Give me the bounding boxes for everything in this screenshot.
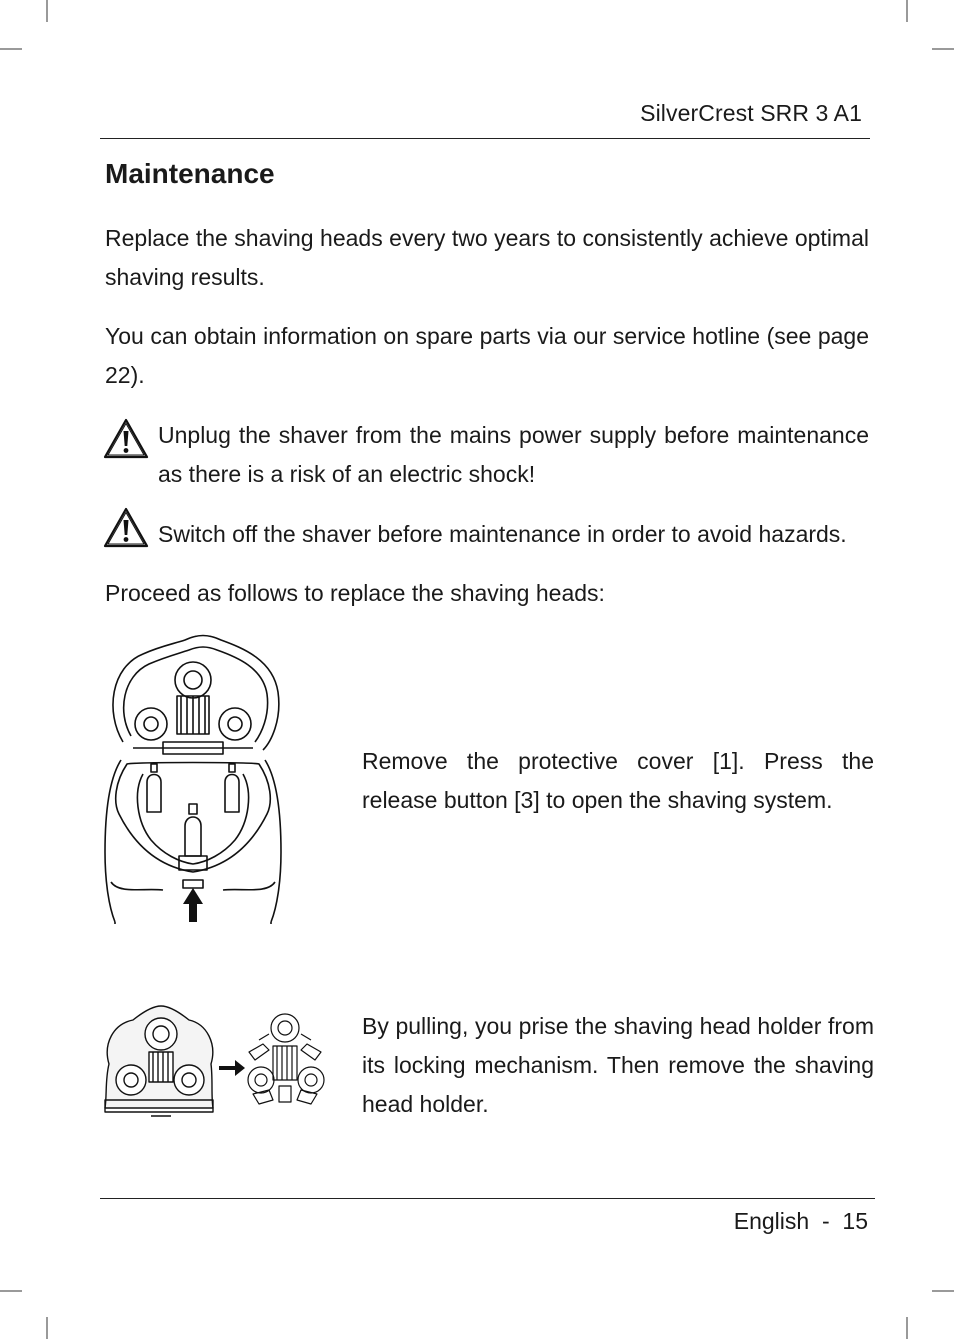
warning-text: Switch off the shaver before maintenance in order to avoid hazards. — [158, 521, 847, 547]
step-text: By pulling, you prise the shaving head holder from its locking mechanism. Then remove the shaving head holder. — [362, 1013, 874, 1117]
crop-mark — [932, 1290, 954, 1292]
paragraph-spare-parts: You can obtain information on spare parts via our service hotline (see page 22). — [105, 323, 869, 388]
crop-mark — [46, 1317, 48, 1339]
warning-text: Unplug the shaver from the mains power supply before maintenance as there is a risk of an electric shock! — [158, 422, 869, 487]
footer-rule — [100, 1198, 875, 1199]
running-header: SilverCrest SRR 3 A1 — [640, 100, 862, 126]
crop-mark — [906, 1317, 908, 1339]
open-shaving-system-illustration — [103, 632, 283, 924]
remove-head-holder-illustration — [103, 1004, 333, 1118]
crop-mark — [932, 48, 954, 50]
crop-mark — [46, 0, 48, 22]
crop-mark — [0, 48, 22, 50]
warning-triangle-icon — [103, 418, 149, 459]
warning-block — [103, 515, 869, 556]
crop-mark — [906, 0, 908, 22]
paragraph-proceed: Proceed as follows to replace the shaving heads: — [105, 580, 605, 606]
page-footer: English - 15 — [733, 1208, 868, 1234]
paragraph-replace-interval: Replace the shaving heads every two years to consistently achieve optimal shaving results. — [105, 225, 869, 290]
section-title: Maintenance — [105, 158, 275, 189]
warning-triangle-icon — [103, 507, 149, 548]
warning-block — [103, 416, 869, 496]
header-rule — [100, 138, 870, 139]
step-text: Remove the protective cover [1]. Press the release button [3] to open the shaving system. — [362, 748, 874, 813]
crop-mark — [0, 1290, 22, 1292]
